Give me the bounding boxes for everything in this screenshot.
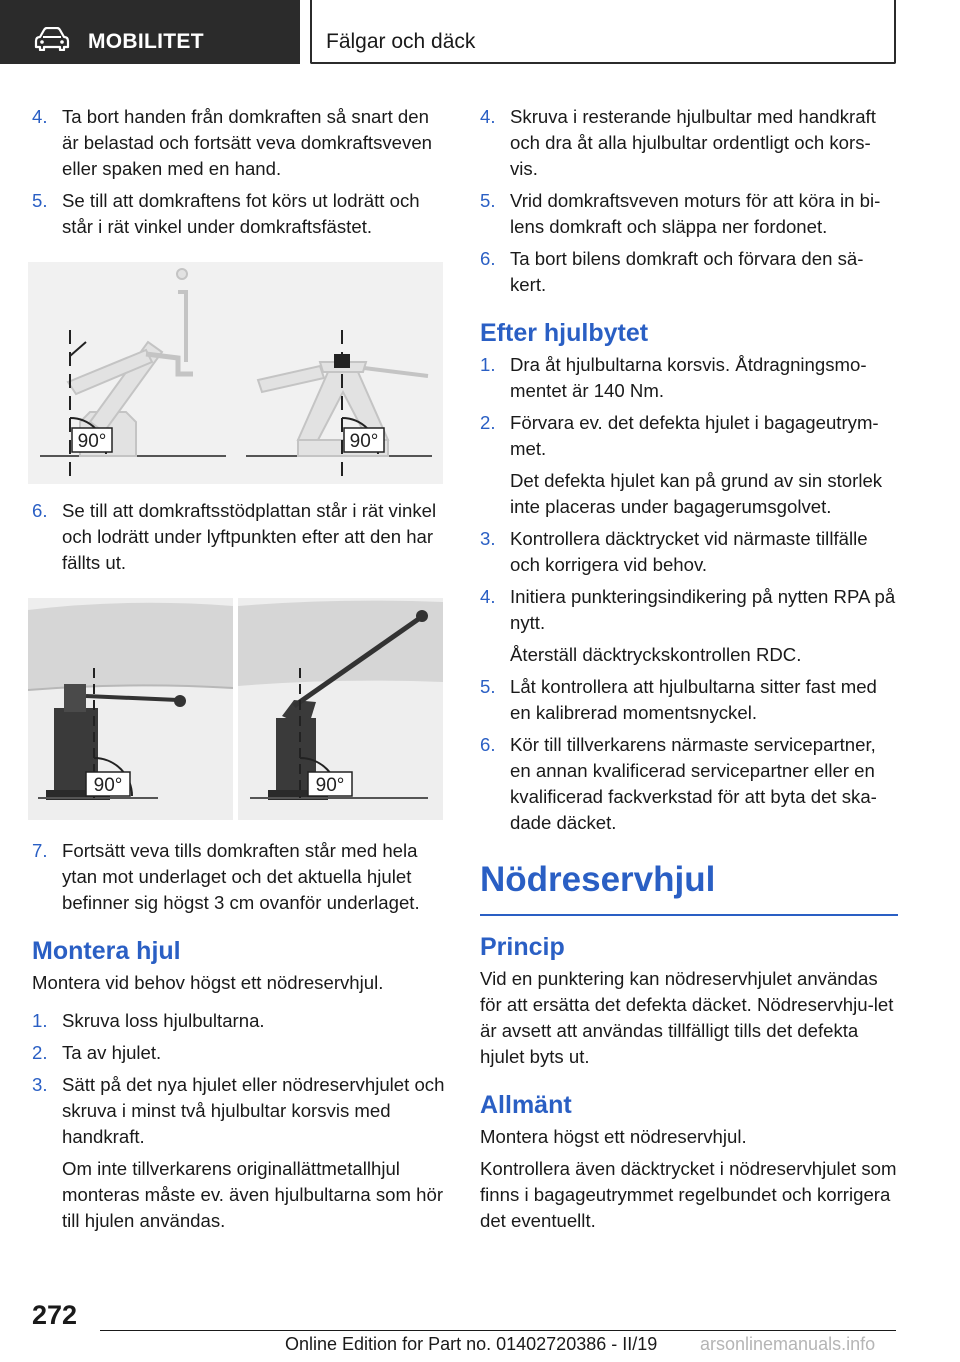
after-steps-list xyxy=(480,352,898,836)
list-item xyxy=(480,410,898,520)
steps-list-a xyxy=(32,104,446,240)
section-title: MOBILITET xyxy=(88,30,204,53)
step-text: Skruva i resterande hjulbultar med handkraft och dra åt alla hjulbultar ordentligt och kors-vis. xyxy=(510,106,876,179)
steps-list-b xyxy=(32,498,446,576)
step-number: 4. xyxy=(32,106,48,127)
list-item xyxy=(32,838,446,916)
general-text-1: Montera högst ett nödreservhjul. xyxy=(480,1126,747,1147)
step-number: 5. xyxy=(480,676,496,697)
step-text: Ta bort bilens domkraft och förvara den sä-kert. xyxy=(510,248,864,295)
car-icon xyxy=(34,27,70,51)
step-text: Sätt på det nya hjulet eller nödreservhjulet och skruva i minst två hjulbultar korsvis med handkraft. xyxy=(62,1074,445,1147)
right-column xyxy=(480,104,898,1240)
step-number: 5. xyxy=(32,190,48,211)
list-item xyxy=(32,188,446,240)
step-number: 6. xyxy=(480,734,496,755)
angle-label: 90° xyxy=(77,431,107,452)
steps-list-right xyxy=(480,104,898,298)
step-text: Initiera punkteringsindikering på nytten RPA på nytt. xyxy=(510,586,896,633)
angle-label: 90° xyxy=(349,431,379,452)
step-number: 2. xyxy=(480,412,496,433)
step-text: Låt kontrollera att hjulbultarna sitter fast med en kalibrerad momentsnyckel. xyxy=(510,676,877,723)
jack-photo-left xyxy=(28,598,233,820)
list-item xyxy=(480,584,898,668)
list-item xyxy=(32,1040,446,1066)
step-text: Kör till tillverkarens närmaste servicepartner, en annan kvalificerad servicepartner eller en kvalificerad fackverkstad för att byta det ska-dade däcket. xyxy=(510,734,877,833)
mount-steps-list xyxy=(32,1008,446,1234)
step-number: 3. xyxy=(480,528,496,549)
jack-illustration xyxy=(28,262,443,484)
heading-after-wheel-change: Efter hjulbytet xyxy=(480,319,649,347)
angle-label: 90° xyxy=(93,775,123,796)
step-text: Se till att domkraftens fot körs ut lodrätt och står i rät vinkel under domkraftsfästet. xyxy=(62,190,420,237)
page-number: 272 xyxy=(32,1300,78,1330)
step-number: 4. xyxy=(480,106,496,127)
step-number: 1. xyxy=(480,354,496,375)
mount-intro: Montera vid behov högst ett nödreservhjul. xyxy=(32,972,384,993)
list-item xyxy=(32,104,446,182)
step-text: Vrid domkraftsveven moturs för att köra in bi-lens domkraft och släppa ner fordonet. xyxy=(510,190,881,237)
list-item xyxy=(480,526,898,578)
left-column xyxy=(32,104,446,1240)
edition-note: Online Edition for Part no. 01402720386 - II/19 xyxy=(285,1334,658,1354)
step-note: Det defekta hjulet kan på grund av sin storlek inte placeras under bagagerumsgolvet. xyxy=(510,470,883,517)
step-number: 3. xyxy=(32,1074,48,1095)
step-number: 2. xyxy=(32,1042,48,1063)
list-item xyxy=(32,1008,446,1034)
steps-list-c xyxy=(32,838,446,916)
step-text: Se till att domkraftsstödplattan står i rät vinkel och lodrätt under lyftpunkten efter att den har fällts ut. xyxy=(62,500,437,573)
list-item xyxy=(480,732,898,836)
jack-angle-figure xyxy=(28,262,443,484)
step-number: 5. xyxy=(480,190,496,211)
step-text: Ta av hjulet. xyxy=(62,1042,162,1063)
list-item xyxy=(480,188,898,240)
step-note: Återställ däcktryckskontrollen RDC. xyxy=(510,644,802,665)
step-number: 6. xyxy=(32,500,48,521)
heading-spare-wheel: Nödreservhjul xyxy=(480,860,898,916)
step-number: 6. xyxy=(480,248,496,269)
chapter-title: Fälgar och däck xyxy=(326,30,476,53)
chapter-tab xyxy=(310,0,896,64)
step-note: Om inte tillverkarens originallättmetallhjul monteras måste ev. även hjulbultarna som hör till hjulen användas. xyxy=(62,1158,444,1231)
list-item xyxy=(480,674,898,726)
step-text: Ta bort handen från domkraften så snart den är belastad och fortsätt veva domkraftsveven eller spaken med en hand. xyxy=(62,106,432,179)
heading-principle: Princip xyxy=(480,933,565,961)
step-number: 1. xyxy=(32,1010,48,1031)
heading-mount-wheel: Montera hjul xyxy=(32,937,181,965)
step-text: Kontrollera däcktrycket vid närmaste tillfälle och korrigera vid behov. xyxy=(510,528,868,575)
step-text: Fortsätt veva tills domkraften står med hela ytan mot underlaget och det aktuella hjulet befinner sig högst 3 cm ovanför underlaget. xyxy=(62,840,420,913)
step-text: Dra åt hjulbultarna korsvis. Åtdragningsmo-mentet är 140 Nm. xyxy=(510,354,867,401)
angle-label: 90° xyxy=(315,775,345,796)
principle-text: Vid en punktering kan nödreservhjulet användas för att ersätta det defekta däcket. Nödreservhju-let är avsett att användas tillfälligt tills det defekta hjulet byts ut. xyxy=(480,968,894,1067)
step-text: Förvara ev. det defekta hjulet i bagageutrym-met. xyxy=(510,412,879,459)
jack-photo-right xyxy=(238,598,443,820)
step-text: Skruva loss hjulbultarna. xyxy=(62,1010,265,1031)
list-item xyxy=(480,246,898,298)
list-item xyxy=(32,498,446,576)
section-tab xyxy=(0,0,300,64)
step-number: 7. xyxy=(32,840,48,861)
footer-divider xyxy=(100,1330,896,1331)
list-item xyxy=(32,1072,446,1234)
list-item xyxy=(480,352,898,404)
watermark: arsonlinemanuals.info xyxy=(700,1334,876,1354)
jack-placement-figure xyxy=(28,598,443,820)
heading-general: Allmänt xyxy=(480,1091,572,1119)
list-item xyxy=(480,104,898,182)
step-number: 4. xyxy=(480,586,496,607)
general-text-2: Kontrollera även däcktrycket i nödreservhjulet som finns i bagageutrymmet regelbundet och korrigera det eventuellt. xyxy=(480,1158,897,1231)
